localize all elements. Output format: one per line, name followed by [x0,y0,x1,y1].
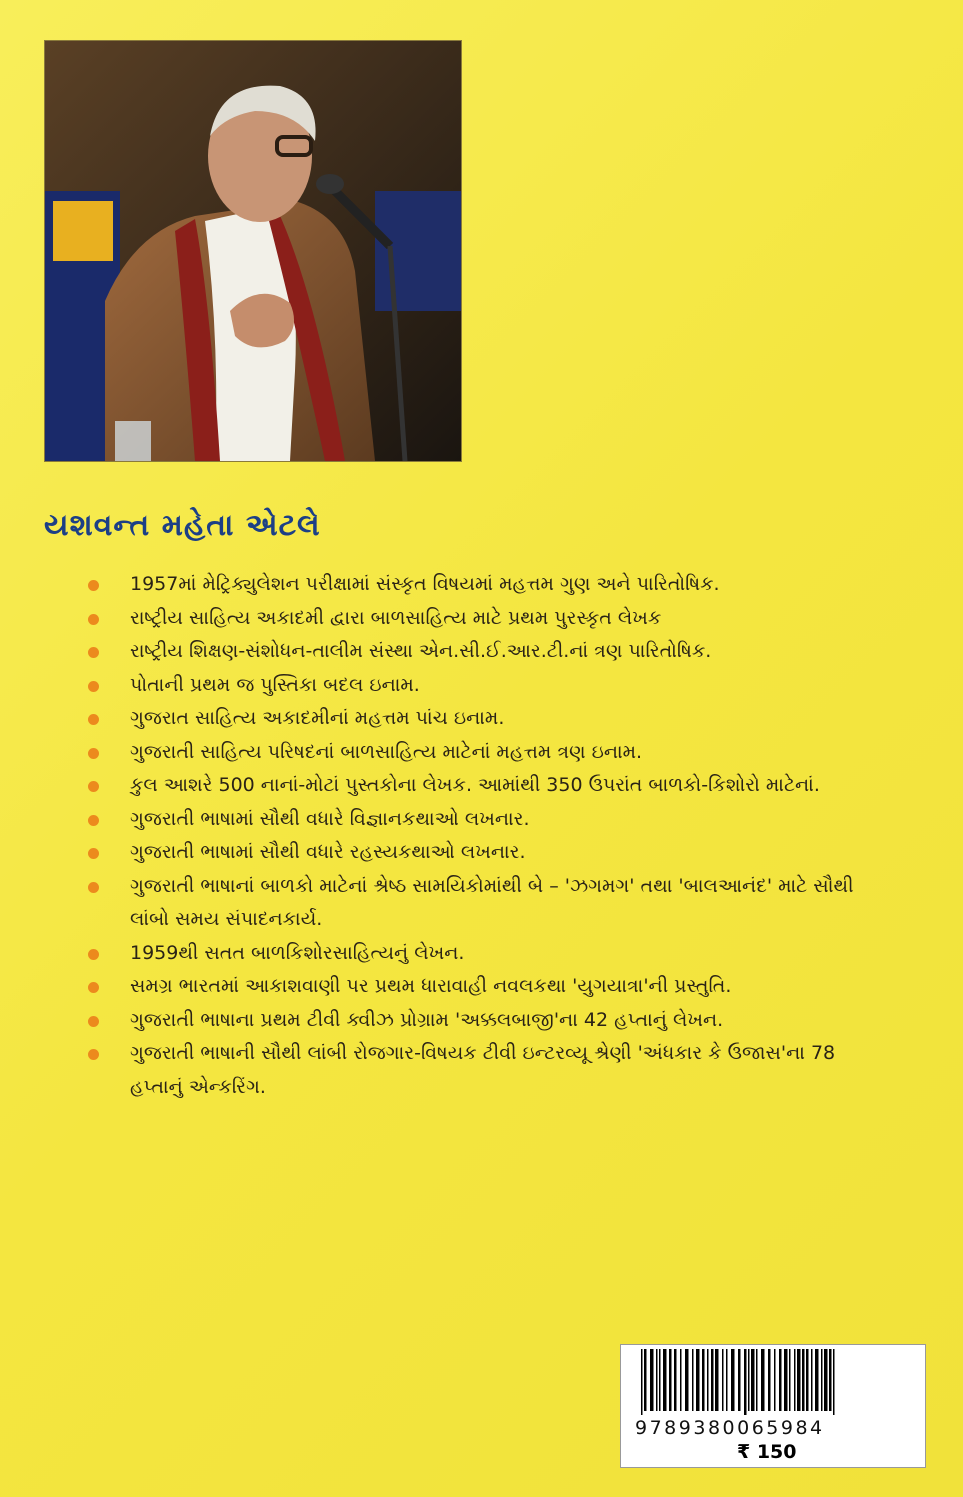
list-item [72,937,890,971]
bullet-icon [88,949,99,960]
bullet-icon [88,848,99,859]
barcode-bar [707,1349,709,1411]
barcode-bar [715,1349,719,1411]
list-item [72,769,890,803]
list-item-text: 1957માં મેટ્રિક્યુલેશન પરીક્ષામાં સંસ્કૃત વિષયમાં મહત્તમ ગુણ અને પારિતોષિક. [130,573,720,595]
section-heading: યશવન્ત મહેતા એટલે [44,508,321,543]
list-item-text: રાષ્ટ્રીય સાહિત્ય અકાદમી દ્વારા બાળસાહિત્ય માટે પ્રથમ પુરસ્કૃત લેખક [130,606,662,629]
barcode-bar [692,1349,694,1411]
bullet-icon [88,647,99,658]
list-item [72,602,890,636]
list-item [72,970,890,1004]
list-item-text: પોતાની પ્રથમ જ પુસ્તિકા બદલ ઇનામ. [130,673,420,696]
barcode-bar [833,1349,835,1415]
list-item-text: ગુજરાતી ભાષાના પ્રથમ ટીવી ક્વીઝ પ્રોગ્રામ 'અક્કલબાજી'ના 42 હપ્તાનું લેખન. [130,1008,724,1031]
barcode-bar [731,1349,735,1411]
list-item [72,870,890,937]
barcode-bar [738,1349,741,1411]
barcode-bar [644,1349,647,1411]
barcode-bar [774,1349,776,1411]
barcode-bar [674,1349,677,1411]
list-item [72,836,890,870]
list-item-text: ગુજરાતી ભાષામાં સૌથી વધારે રહસ્યકથાઓ લખનાર. [130,841,526,863]
list-item [72,1004,890,1038]
barcode-bar [794,1349,796,1411]
bullet-icon [88,815,99,826]
list-item [72,736,890,770]
barcode-bar [641,1349,643,1415]
barcode-icon [641,1349,905,1415]
list-item [72,669,890,703]
list-item [72,568,890,602]
barcode-bar [650,1349,654,1411]
bullet-icon [88,781,99,792]
barcode-bar [744,1349,747,1415]
barcode-bar [680,1349,682,1411]
barcode-bar [821,1349,823,1411]
list-item [72,1037,890,1104]
author-photo [44,40,462,462]
barcode-bar [659,1349,661,1411]
bullet-icon [88,982,99,993]
list-item-text: 1959થી સતત બાળકિશોરસાહિત્યનું લેખન. [130,941,465,964]
barcode-bar [768,1349,771,1411]
barcode-bar [685,1349,689,1411]
barcode-bar [663,1349,667,1411]
list-item-text: ગુજરાતી ભાષાનાં બાળકો માટેનાં શ્રેષ્ઠ સામયિકોમાંથી બે – 'ઝગમગ' તથા 'બાલઆનંદ' માટે સૌથી લાંબો સમય સંપાદનકાર્ય. [130,874,854,930]
bullet-icon [88,714,99,725]
barcode-bar [756,1349,758,1411]
barcode-bar [751,1349,755,1411]
bullet-icon [88,748,99,759]
barcode-bar [789,1349,791,1411]
bullet-icon [88,580,99,591]
barcode-bar [797,1349,801,1411]
list-item-text: રાષ્ટ્રીય શિક્ષણ-સંશોધન-તાલીમ સંસ્થા એન.સી.ઈ.આર.ટી.નાં ત્રણ પારિતોષિક. [130,640,712,662]
bullet-icon [88,882,99,893]
barcode-bar [779,1349,782,1411]
barcode-bar [669,1349,672,1411]
list-item-text: ગુજરાતી સાહિત્ય પરિષદનાં બાળસાહિત્ય માટેનાં મહત્તમ ત્રણ ઇનામ. [130,740,643,763]
list-item-text: ગુજરાતી ભાષામાં સૌથી વધારે વિજ્ઞાનકથાઓ લખનાર. [130,807,530,830]
barcode-bar [726,1349,728,1411]
barcode-bar [806,1349,809,1411]
bullet-icon [88,1016,99,1027]
barcode-bar [696,1349,700,1411]
list-item-text: ગુજરાતી ભાષાની સૌથી લાંબી રોજગાર-વિષયક ટીવી ઇન્ટરવ્યૂ શ્રેણી 'અંધકાર કે ઉજાસ'ના 78 હપ્તાનું એન્કરિંગ. [130,1042,836,1098]
author-photo-illustration [45,41,461,461]
bullet-icon [88,1049,99,1060]
barcode-bar [722,1349,724,1411]
achievements-list [72,568,890,1104]
barcode-bar [711,1349,714,1411]
barcode-label [620,1344,926,1468]
list-item-text: કુલ આશરે 500 નાનાં-મોટાં પુસ્તકોના લેખક. આમાંથી 350 ઉપરાંત બાળકો-કિશોરો માટેનાં. [130,774,820,796]
list-item [72,803,890,837]
barcode-bar [656,1349,658,1411]
barcode-bar [761,1349,765,1411]
barcode-bar [829,1349,832,1411]
list-item [72,702,890,736]
barcode-bar [802,1349,805,1411]
barcode-bar [748,1349,750,1411]
barcode-bar [824,1349,828,1411]
barcode-bar [784,1349,788,1411]
bullet-icon [88,614,99,625]
list-item-text: ગુજરાત સાહિત્ય અકાદમીનાં મહત્તમ પાંચ ઇનામ. [130,707,505,729]
barcode-bar [815,1349,819,1411]
isbn-number: 9789380065984 [635,1417,825,1439]
list-item [72,635,890,669]
barcode-bar [702,1349,705,1411]
barcode-bar [811,1349,813,1411]
list-item-text: સમગ્ર ભારતમાં આકાશવાણી પર પ્રથમ ધારાવાહી નવલકથા 'યુગયાત્રા'ની પ્રસ્તુતિ. [130,975,732,997]
bullet-icon [88,681,99,692]
price: ₹ 150 [737,1441,797,1463]
